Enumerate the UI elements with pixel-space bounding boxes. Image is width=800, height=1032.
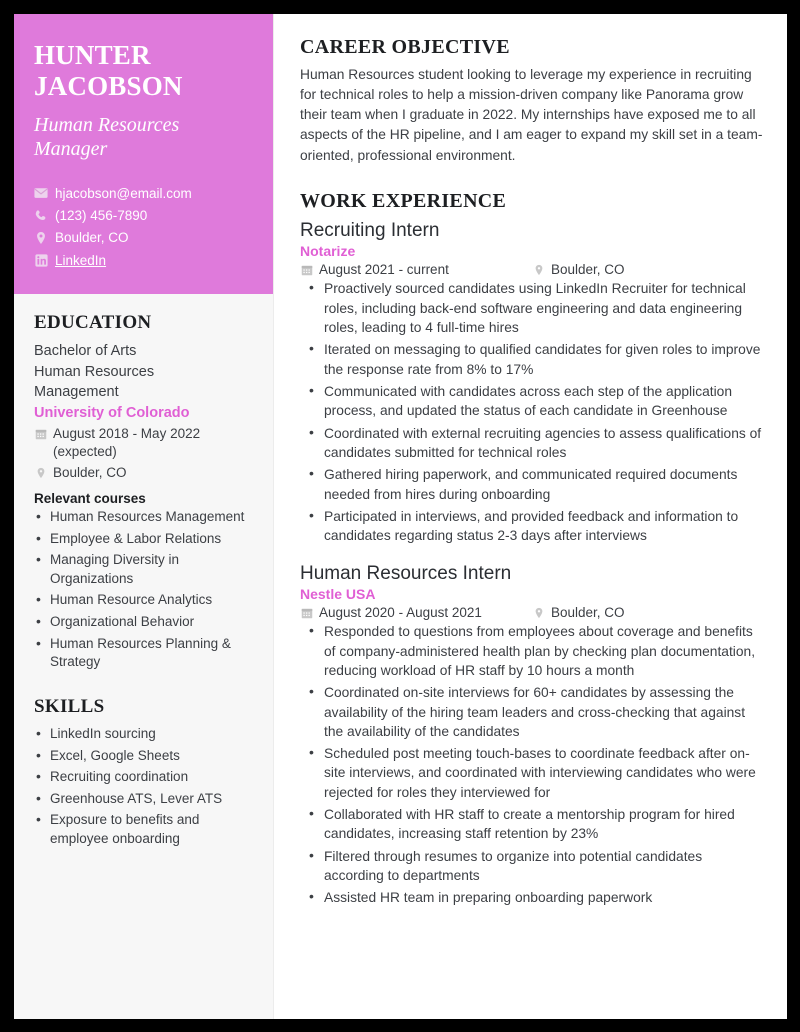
education-heading: EDUCATION bbox=[34, 311, 152, 333]
contact-list bbox=[34, 183, 253, 271]
career-objective-section bbox=[300, 36, 765, 166]
list-item: • Participated in interviews, and provided feedback and information to candidates regarding status 2-3 days after interviews bbox=[300, 507, 765, 546]
list-item: • Coordinated on-site interviews for 60+ candidates by assessing the availability of the hiring team leaders and cross-checking that against the availability of the candidates bbox=[300, 683, 765, 741]
list-item: • LinkedIn sourcing bbox=[34, 725, 253, 744]
contact-phone-label: (123) 456-7890 bbox=[55, 207, 148, 223]
contact-location bbox=[34, 227, 253, 248]
career-objective-body: Human Resources student looking to leverage my experience in recruiting for technical roles to help a mission-driven company like Panorama grow their team when I graduate in 2022. My internships have exposed me to all aspects of the HR pipeline, and I am eager to expand my skill set in a team-oriented, professional environment. bbox=[300, 67, 763, 163]
linkedin-icon bbox=[34, 253, 48, 267]
job-meta bbox=[300, 262, 765, 277]
list-item: • Greenhouse ATS, Lever ATS bbox=[34, 790, 253, 809]
job-dates: August 2021 - current bbox=[319, 262, 449, 278]
contact-location-label: Boulder, CO bbox=[55, 230, 129, 246]
job-company: Nestle USA bbox=[300, 586, 376, 603]
header-block bbox=[14, 14, 273, 294]
list-item: • Exposure to benefits and employee onboarding bbox=[34, 811, 253, 848]
education-location: Boulder, CO bbox=[53, 464, 127, 480]
calendar-icon bbox=[300, 264, 313, 276]
skills-section bbox=[14, 696, 273, 849]
job-dates-row bbox=[300, 262, 532, 277]
contact-email[interactable] bbox=[34, 183, 253, 204]
phone-icon bbox=[34, 209, 48, 223]
job-location: Boulder, CO bbox=[551, 262, 625, 278]
map-pin-icon bbox=[34, 467, 47, 479]
list-item: • Recruiting coordination bbox=[34, 768, 253, 787]
sidebar bbox=[14, 14, 274, 1019]
job-entry bbox=[300, 562, 765, 908]
career-objective-heading: CAREER OBJECTIVE bbox=[300, 36, 510, 58]
list-item: • Organizational Behavior bbox=[34, 613, 253, 632]
job-location: Boulder, CO bbox=[551, 605, 625, 621]
calendar-icon bbox=[34, 428, 47, 440]
list-item: • Scheduled post meeting touch-bases to coordinate feedback after on-site interviews, and coordinated with interviewing candidates who were rejected for roles they interviewed for bbox=[300, 744, 765, 802]
job-dates-row bbox=[300, 605, 532, 620]
job-bullets bbox=[300, 279, 765, 545]
job-company: Notarize bbox=[300, 243, 356, 260]
main-content bbox=[274, 14, 787, 1019]
calendar-icon bbox=[300, 607, 313, 619]
contact-phone[interactable] bbox=[34, 205, 253, 226]
envelope-icon bbox=[34, 186, 48, 200]
list-item: • Gathered hiring paperwork, and communicated required documents needed from hires during onboarding bbox=[300, 465, 765, 504]
job-bullets bbox=[300, 622, 765, 907]
map-pin-icon bbox=[532, 264, 545, 276]
list-item: • Employee & Labor Relations bbox=[34, 530, 253, 549]
education-dates-row bbox=[34, 425, 253, 461]
list-item: • Human Resource Analytics bbox=[34, 591, 253, 610]
list-item: • Coordinated with external recruiting agencies to assess qualifications of candidates submitted for technical roles bbox=[300, 424, 765, 463]
list-item: • Human Resources Planning & Strategy bbox=[34, 635, 253, 672]
work-experience-heading: WORK EXPERIENCE bbox=[300, 189, 507, 212]
list-item: • Communicated with candidates across each step of the application process, and updated the status of each candidate in Greenhouse bbox=[300, 382, 765, 421]
job-role: Human Resources Intern bbox=[300, 562, 512, 584]
list-item: • Iterated on messaging to qualified candidates for given roles to improve the response rate from 8% to 17% bbox=[300, 340, 765, 379]
candidate-job-title: Human Resources Manager bbox=[34, 113, 180, 160]
resume-page bbox=[14, 14, 787, 1019]
map-pin-icon bbox=[532, 607, 545, 619]
list-item: • Excel, Google Sheets bbox=[34, 747, 253, 766]
list-item: • Proactively sourced candidates using LinkedIn Recruiter for technical roles, including back-end software engineering and data engineering roles, leading to 4 full-time hires bbox=[300, 279, 765, 337]
list-item: • Assisted HR team in preparing onboarding paperwork bbox=[300, 888, 765, 907]
name-line-2: JACOBSON bbox=[34, 71, 183, 102]
job-dates: August 2020 - August 2021 bbox=[319, 605, 482, 621]
list-item: • Filtered through resumes to organize into potential candidates according to departments bbox=[300, 847, 765, 886]
list-item: • Collaborated with HR staff to create a mentorship program for hired candidates, increasing staff retention by 23% bbox=[300, 805, 765, 844]
education-school: University of Colorado bbox=[34, 404, 190, 421]
education-section bbox=[14, 312, 273, 672]
education-degree-line-3: Management bbox=[34, 384, 119, 401]
contact-email-label: hjacobson@email.com bbox=[55, 185, 192, 201]
skills-heading: SKILLS bbox=[34, 695, 105, 717]
name-line-1: HUNTER bbox=[34, 40, 151, 70]
skills-list bbox=[34, 725, 253, 849]
map-pin-icon bbox=[34, 231, 48, 245]
contact-linkedin[interactable] bbox=[34, 250, 253, 271]
education-dates: August 2018 - May 2022 (expected) bbox=[53, 426, 201, 460]
contact-linkedin-label[interactable]: LinkedIn bbox=[55, 252, 107, 268]
list-item: • Human Resources Management bbox=[34, 508, 253, 527]
list-item: • Responded to questions from employees about coverage and benefits of company-administered health plan by checking plan documentation, reducing workload of HR staff by 10 hours a month bbox=[300, 622, 765, 680]
job-location-row bbox=[532, 605, 625, 620]
education-location-row bbox=[34, 464, 253, 482]
job-entry bbox=[300, 219, 765, 546]
education-degree-line-2: Human Resources bbox=[34, 363, 155, 380]
relevant-courses-list bbox=[34, 508, 253, 672]
relevant-courses-label: Relevant courses bbox=[34, 490, 146, 506]
job-role: Recruiting Intern bbox=[300, 219, 440, 241]
education-degree-line-1: Bachelor of Arts bbox=[34, 342, 137, 359]
list-item: • Managing Diversity in Organizations bbox=[34, 551, 253, 588]
work-experience-section bbox=[300, 190, 765, 908]
job-location-row bbox=[532, 262, 625, 277]
job-meta bbox=[300, 605, 765, 620]
candidate-name bbox=[34, 40, 253, 103]
